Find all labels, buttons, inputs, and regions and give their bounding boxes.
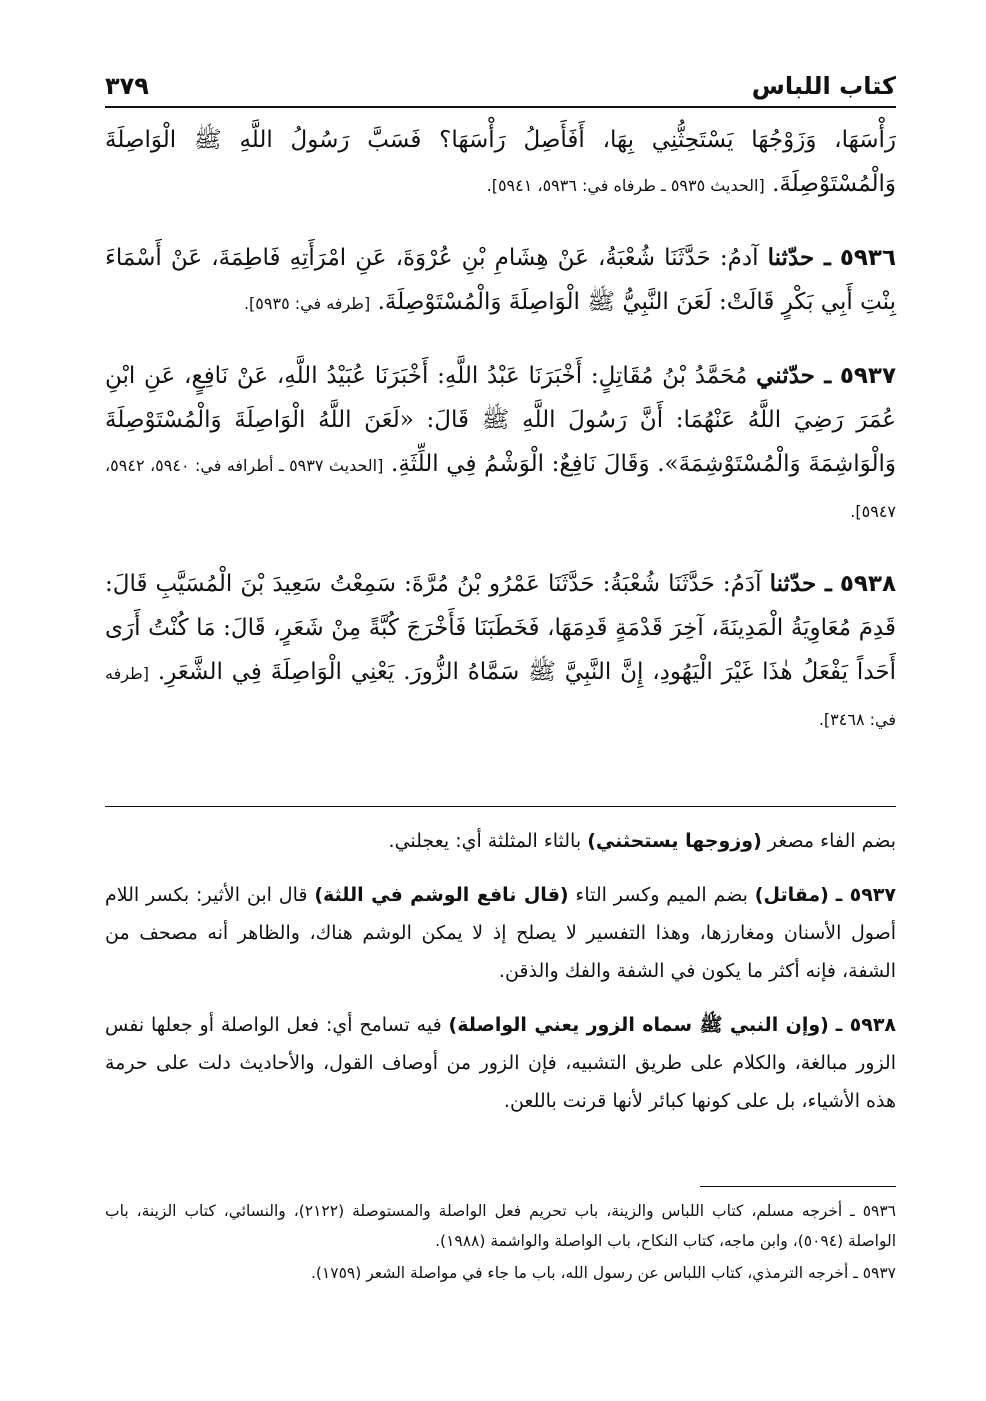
hadith-5938 [105,562,896,742]
commentary-text: فيه تسامح أي: فعل الواصلة أو جعلها نفس الزور مبالغة، والكلام على طريق التشبيه، فإن الزور من أوصاف القول، والأحاديث دلت على حرمة هذه الأشياء، بل على كونها كبائر لأنها قرنت باللعن. [105,1014,896,1112]
page-header [105,60,896,108]
commentary-5935 [105,822,896,860]
hadith-reference: [طرفه في: ٥٩٣٥]. [243,294,371,313]
commentary-text: قال ابن الأثير: بكسر اللام أصول الأسنان ومغارزها، وهذا التفسير لا يصلح إذ لا يمكن الوشم هناك، والظاهر أنه مصحف من الشفة، فإنه أكثر ما يكون في الشفة والفك والذقن. [105,884,896,982]
hadith-body: آدمُ: حَدَّثَنَا شُعْبَةُ، عَنْ هِشَامِ بْنِ عُرْوَةَ، عَنِ امْرَأَتِهِ فَاطِمَةَ، عَنْ أَسْمَاءَ بِنْتِ أَبِي بَكْرٍ قَالَتْ: لَعَنَ النَّبِيُّ ﷺ الْوَاصِلَةَ وَالْمُسْتَوْصِلَةَ. [105,245,896,315]
commentary-divider [105,806,896,807]
hadith-opening: ـ حدّثنا [769,570,832,597]
commentary-text: بضم الميم وكسر التاء [575,884,748,906]
commentary-number: ٥٩٣٨ ـ [835,1014,897,1036]
hadith-opening: ـ حدّثنا [767,244,831,271]
hadith-opening: ـ حدّثني [756,362,832,389]
hadith-text [105,118,896,770]
footnote-5936: ٥٩٣٦ ـ أخرجه مسلم، كتاب اللباس والزينة، باب تحريم فعل الواصلة والمستوصلة (٢١٢٢)، والنسائي، كتاب الزينة، باب الواصلة (٥٠٩٤)، وابن ماجه، كتاب النكاح، باب الواصلة والواشمة (١٩٨٨). [105,1202,896,1250]
footnotes [105,1196,896,1290]
hadith-5935-continuation [105,118,896,208]
hadith-body: آدَمُ: حَدَّثَنَا شُعْبَةُ: حَدَّثَنَا عَمْرُو بْنُ مُرَّةَ: سَمِعْتُ سَعِيدَ بْنَ الْمُسَيَّبِ قَالَ: قَدِمَ مُعَاوِيَةُ الْمَدِينَةَ، آخِرَ قَدْمَةٍ قَدِمَهَا، فَخَطَبَنَا فَأَخْرَجَ كُبَّةً مِنْ شَعَرٍ، قَالَ: مَا كُنْتُ أَرَى أَحَداً يَفْعَلُ هٰذَا غَيْرَ الْيَهُودِ، إِنَّ النَّبِيَّ ﷺ سَمَّاهُ الزُّورَ. يَعْنِي الْوَاصِلَةَ فِي الشَّعَرِ. [105,571,897,685]
hadith-reference: [الحديث ٥٩٣٧ ـ أطرافه في: ٥٩٤٠، ٥٩٤٢، ٥٩٤٧]. [105,456,896,521]
hadith-body: رَأْسَهَا، وَزَوْجُهَا يَسْتَحِثُّنِي بِهَا، أَفَأَصِلُ رَأْسَهَا؟ فَسَبَّ رَسُولُ اللَّهِ ﷺ الْوَاصِلَةَ وَالْمُسْتَوْصِلَةَ. [105,127,896,197]
book-title: كتاب اللباس [751,72,896,100]
commentary [105,822,896,1136]
commentary-lemma: (وإن النبي ﷺ سماه الزور يعني الواصلة) [448,1014,829,1036]
hadith-5936 [105,236,896,326]
footnote-5937: ٥٩٣٧ ـ أخرجه الترمذي، كتاب اللباس عن رسول الله، باب ما جاء في مواصلة الشعر (١٧٥٩). [310,1264,896,1282]
commentary-lemma: (قال نافع الوشم في اللثة) [314,884,569,906]
hadith-reference: [الحديث ٥٩٣٥ ـ طرفاه في: ٥٩٣٦، ٥٩٤١]. [486,176,765,195]
commentary-5937 [105,876,896,990]
commentary-lemma: (مقاتل) [754,884,829,906]
hadith-number: ٥٩٣٨ [839,571,897,597]
hadith-5937 [105,354,896,534]
hadith-body: مُحَمَّدُ بْنُ مُقَاتِلٍ: أَخْبَرَنَا عَبْدُ اللَّهِ: أَخْبَرَنَا عُبَيْدُ اللَّهِ، عَنْ نَافِعٍ، عَنِ ابْنِ عُمَرَ رَضِيَ اللَّهُ عَنْهُمَا: أَنَّ رَسُولَ اللَّهِ ﷺ قَالَ: «لَعَنَ اللَّهُ الْوَاصِلَةَ وَالْمُسْتَوْصِلَةَ وَالْوَاشِمَةَ وَالْمُسْتَوْشِمَةَ». وَقَالَ نَافِعٌ: الْوَشْمُ فِي اللِّثَةِ. [105,363,896,477]
hadith-reference: [طرفه في: ٣٤٦٨]. [105,664,896,729]
commentary-number: ٥٩٣٧ ـ [835,884,896,906]
commentary-lemma: (وزوجها يستحثني) [587,830,762,852]
commentary-text: بالثاء المثلثة أي: يعجلني. [388,830,582,852]
hadith-number: ٥٩٣٦ [839,245,897,271]
hadith-number: ٥٩٣٧ [839,363,896,389]
page-number: ٣٧٩ [105,72,149,100]
footnote-divider [700,1186,896,1187]
commentary-text: بضم الفاء مصغر [767,830,896,852]
commentary-5938 [105,1006,896,1120]
